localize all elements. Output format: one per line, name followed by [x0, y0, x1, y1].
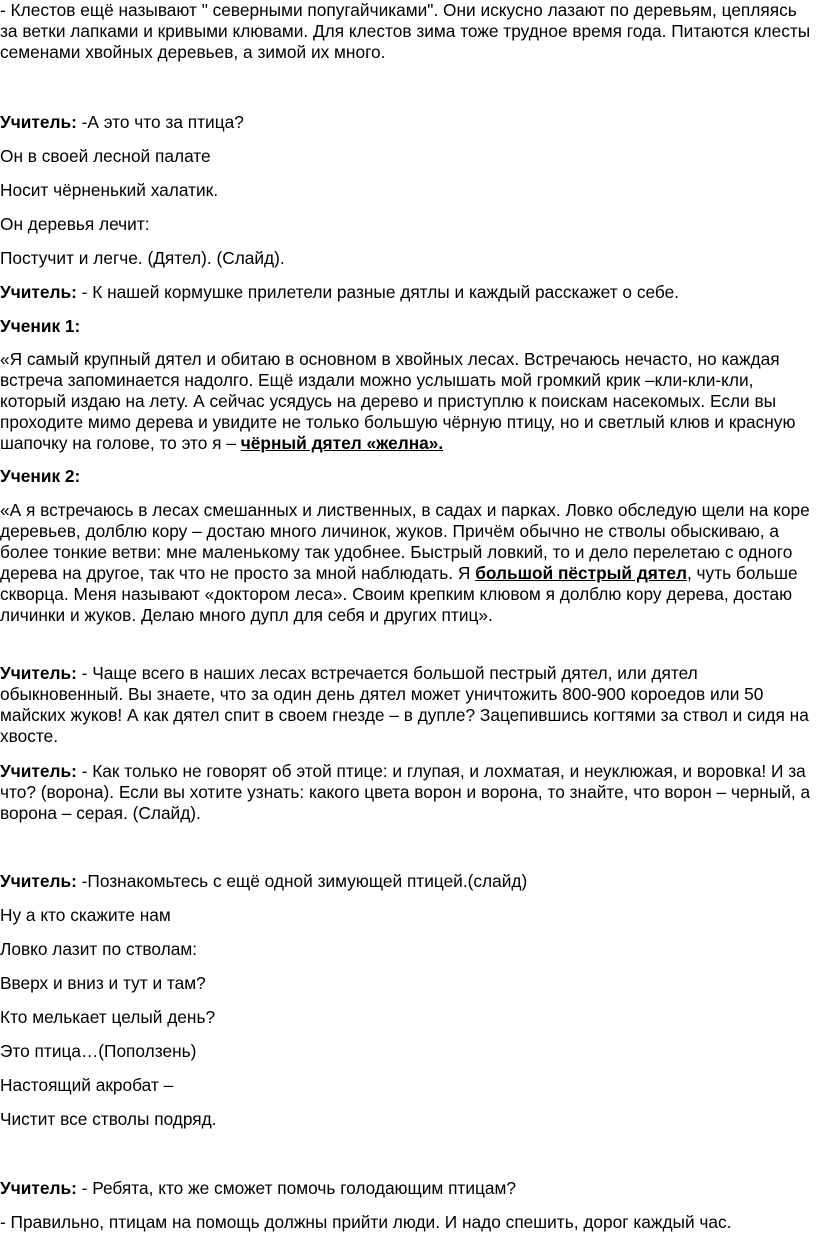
riddle1-line: Он деревья лечит: [0, 214, 150, 234]
riddle2-line: Вверх и вниз и тут и там? [0, 973, 206, 993]
student2-text: «А я встречаюсь в лесах смешанных и лиственных, в садах и парках. Ловко обследую щели на коре деревьев, долблю кору – достаю много личинок, жуков. Причём обычно не стволы обыскиваю, а более тонкие ветви: мне маленькому так удобнее. Быстрый ловкий, то и дело перелетаю с одного дерева на другое, так что не просто за мной наблюдать. Я [0, 500, 810, 583]
paragraph-klesty: - Клестов ещё называют " северными попугайчиками". Они искусно лазают по деревьям, цепляясь за ветки лапками и кривыми клювами. Для клестов зима тоже трудное время года. Питаются клесты семенами хвойных деревьев, а зимой их много. [0, 0, 811, 62]
teacher-text: -Познакомьтесь с ещё одной зимующей птицей.(слайд) [76, 871, 528, 891]
riddle1-line: Носит чёрненький халатик. [0, 180, 218, 200]
riddle2-line: Ну а кто скажите нам [0, 905, 171, 925]
student1-paragraph [0, 349, 816, 454]
speaker-label: Учитель: [0, 112, 77, 132]
riddle1-line: Постучит и легче. (Дятел). (Слайд). [0, 248, 285, 268]
teacher-text: - К нашей кормушке прилетели разные дятлы и каждый расскажет о себе. [76, 282, 680, 302]
riddle2-line: Настоящий акробат – [0, 1075, 174, 1095]
student2-label [0, 466, 80, 487]
student1-text: «Я самый крупный дятел и обитаю в основном в хвойных лесах. Встречаюсь нечасто, но каждая встреча запоминается надолго. Ещё издали можно услышать мой громкий крик –кли-кли-кли, который издаю на лету. А сейчас усядусь на дерево и приступлю к поискам насекомых. Если вы проходите мимо дерева и увидите не только большую чёрную птицу, но и светлый клюв и красную шапочку на голове, то это я – [0, 349, 796, 453]
riddle1-line: Он в своей лесной палате [0, 146, 211, 166]
speaker-label: Учитель: [0, 1178, 77, 1198]
teacher-another-bird [0, 871, 527, 892]
teacher-help [0, 1178, 516, 1199]
teacher-common-woodpecker [0, 663, 816, 747]
riddle2-line: Кто мелькает целый день? [0, 1007, 216, 1027]
teacher-crow [0, 761, 816, 824]
teacher-text: - Как только не говорят об этой птице: и глупая, и лохматая, и неуклюжая, и воровка! И за что? (ворона). Если вы хотите узнать: какого цвета ворон и ворона, то знайте, что ворон – черный, а ворона – серая. (Слайд). [0, 761, 811, 823]
teacher-question-woodpecker [0, 112, 244, 133]
riddle2-line: Чистит все стволы подряд. [0, 1109, 217, 1129]
riddle2-line: Это птица…(Поползень) [0, 1041, 197, 1061]
speaker-label: Учитель: [0, 282, 77, 302]
teacher-text: -А это что за птица? [76, 112, 244, 132]
speaker-label: Учитель: [0, 761, 77, 781]
final-line: - Правильно, птицам на помощь должны прийти люди. И надо спешить, дорог каждый час. [0, 1212, 732, 1232]
bird-name-great-spotted-woodpecker: большой пёстрый дятел [475, 563, 687, 583]
bird-name-black-woodpecker: чёрный дятел «желна». [240, 433, 444, 453]
student1-label [0, 316, 80, 337]
speaker-label: Учитель: [0, 871, 77, 891]
speaker-label: Ученик 2: [0, 466, 81, 486]
riddle2-line: Ловко лазит по стволам: [0, 939, 198, 959]
student2-paragraph [0, 500, 816, 626]
speaker-label: Учитель: [0, 663, 77, 683]
teacher-text: - Ребята, кто же сможет помочь голодающим птицам? [76, 1178, 516, 1198]
teacher-text: - Чаще всего в наших лесах встречается большой пестрый дятел, или дятел обыкновенный. Вы знаете, что за один день дятел может уничтожить 800-900 короедов или 50 майских жуков! А как дятел спит в своем гнезде – в дупле? Зацепившись когтями за ствол и сидя на хвосте. [0, 663, 809, 746]
teacher-feeder [0, 282, 679, 303]
student2-text-end: , чуть больше скворца. Меня называют «доктором леса». Своим крепким клювом я долблю кору дерева, достаю личинки и жуков. Делаю много дупл для себя и других птиц». [0, 563, 798, 625]
speaker-label: Ученик 1: [0, 316, 81, 336]
